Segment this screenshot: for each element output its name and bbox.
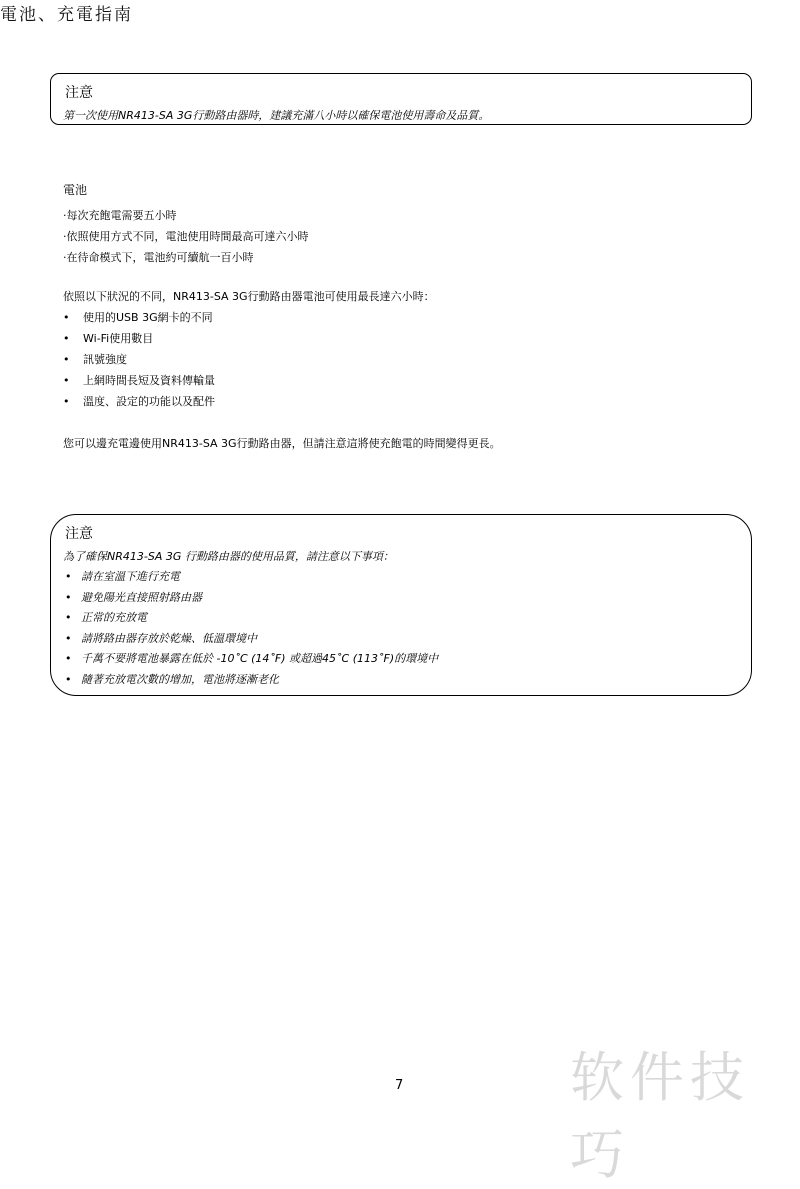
list-item: ‧每次充飽電需要五小時 xyxy=(63,209,177,222)
battery-section xyxy=(63,181,309,268)
list-item: • 使用的USB 3G網卡的不同 xyxy=(63,307,501,328)
list-item: • 正常的充放電 xyxy=(63,608,739,629)
list-item: • 請在室溫下進行充電 xyxy=(63,567,739,588)
note-box-usage-quality xyxy=(50,514,752,696)
note-list xyxy=(63,567,739,690)
battery-list xyxy=(63,205,309,268)
factors-list xyxy=(63,307,501,412)
battery-heading: 電池 xyxy=(63,183,88,197)
list-item: ‧依照使用方式不同，電池使用時間最高可達六小時 xyxy=(63,230,309,243)
watermark: 软件技巧 xyxy=(570,1046,750,1186)
list-item: • Wi-Fi使用數目 xyxy=(63,328,501,349)
note-title: 注意 xyxy=(65,526,93,542)
list-item: • 請將路由器存放於乾燥、低溫環境中 xyxy=(63,629,739,650)
list-item: • 避免陽光直接照射路由器 xyxy=(63,588,739,609)
page-number: 7 xyxy=(395,1078,404,1093)
list-item: • 溫度、設定的功能以及配件 xyxy=(63,391,501,412)
note-intro: 為了確保NR413-SA 3G 行動路由器的使用品質，請注意以下事項： xyxy=(63,550,394,563)
list-item: • 訊號強度 xyxy=(63,349,501,370)
page-header-title: 電池、充電指南 xyxy=(0,5,133,25)
list-item: ‧在待命模式下，電池約可續航一百小時 xyxy=(63,251,254,264)
note-box-first-use xyxy=(50,73,752,125)
list-item: • 上網時間長短及資料傳輸量 xyxy=(63,370,501,391)
note-text: 第一次使用NR413-SA 3G行動路由器時，建議充滿八小時以確保電池使用壽命及品質。 xyxy=(63,109,490,122)
charging-note: 您可以邊充電邊使用NR413-SA 3G行動路由器，但請注意這將使充飽電的時間變得更長。 xyxy=(63,437,501,450)
note-title: 注意 xyxy=(65,85,93,101)
list-item: • 隨著充放電次數的增加，電池將逐漸老化 xyxy=(63,670,739,691)
factors-intro: 依照以下狀況的不同，NR413-SA 3G行動路由器電池可使用最長達六小時： xyxy=(63,290,435,303)
list-item: • 千萬不要將電池暴露在低於 -10˚C (14˚F) 或超過45˚C (113˚F)的環境中 xyxy=(63,649,739,670)
battery-factors-section xyxy=(63,286,501,454)
